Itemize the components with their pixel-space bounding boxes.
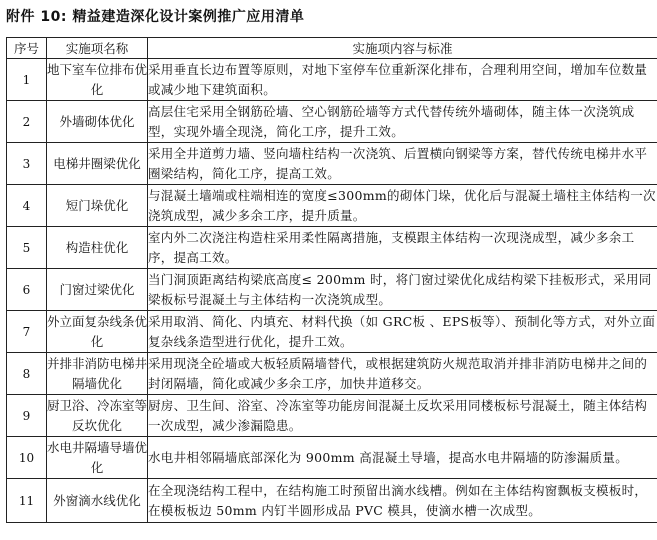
row-item-description: 与混凝土墙端或柱端相连的宽度≤300mm的砌体门垛，优化后与混凝土墙柱主体结构一次浇筑成型，减少多余工序，提升质量。 <box>148 185 657 227</box>
header-serial-number: 序号 <box>7 38 47 59</box>
row-number: 10 <box>7 437 47 479</box>
row-number: 1 <box>7 59 47 101</box>
row-item-name: 并排非消防电梯井隔墙优化 <box>47 353 148 395</box>
row-number: 2 <box>7 101 47 143</box>
row-item-name: 电梯井圈梁优化 <box>47 143 148 185</box>
row-number: 4 <box>7 185 47 227</box>
row-item-name: 地下室车位排布优化 <box>47 59 148 101</box>
row-number: 3 <box>7 143 47 185</box>
table-row <box>7 311 657 353</box>
promotion-list-table <box>6 37 657 523</box>
row-item-name: 外墙砌体优化 <box>47 101 148 143</box>
table-row <box>7 101 657 143</box>
row-item-name: 门窗过梁优化 <box>47 269 148 311</box>
row-number: 11 <box>7 479 47 523</box>
row-item-description: 水电井相邻隔墙底部深化为 900mm 高混凝土导墙，提高水电井隔墙的防渗漏质量。 <box>148 437 657 479</box>
row-item-description: 当门洞顶距离结构梁底高度≤ 200mm 时，将门窗过梁优化成结构梁下挂板形式，采用同梁板标号混凝土与主体结构一次浇筑成型。 <box>148 269 657 311</box>
row-item-name: 外窗滴水线优化 <box>47 479 148 523</box>
row-item-name: 短门垛优化 <box>47 185 148 227</box>
row-item-description: 高层住宅采用全钢筋砼墙、空心钢筋砼墙等方式代替传统外墙砌体，随主体一次浇筑成型，实现外墙全现浇，简化工序，提升工效。 <box>148 101 657 143</box>
row-item-name: 外立面复杂线条优化 <box>47 311 148 353</box>
header-item-content: 实施项内容与标准 <box>148 38 657 59</box>
row-item-name: 构造柱优化 <box>47 227 148 269</box>
row-item-description: 采用取消、简化、内填充、材料代换（如 GRC板 、EPS板等）、预制化等方式，对外立面复杂线条造型进行优化，提升工效。 <box>148 311 657 353</box>
row-item-description: 采用现浇全砼墙或大板轻质隔墙替代，或根据建筑防火规范取消并排非消防电梯井之间的封闭隔墙，简化或减少多余工序，加快井道移交。 <box>148 353 657 395</box>
table-row <box>7 395 657 437</box>
row-number: 9 <box>7 395 47 437</box>
row-item-name: 厨卫浴、冷冻室等反坎优化 <box>47 395 148 437</box>
table-row <box>7 353 657 395</box>
page-title: 附件 10: 精益建造深化设计案例推广应用清单 <box>6 9 305 25</box>
row-item-description: 厨房、卫生间、浴室、冷冻室等功能房间混凝土反坎采用同楼板标号混凝土，随主体结构一次成型，减少渗漏隐患。 <box>148 395 657 437</box>
row-number: 5 <box>7 227 47 269</box>
row-number: 7 <box>7 311 47 353</box>
table-row <box>7 437 657 479</box>
header-item-name: 实施项名称 <box>47 38 148 59</box>
table-row <box>7 143 657 185</box>
row-item-name: 水电井隔墙导墙优化 <box>47 437 148 479</box>
row-item-description: 在全现浇结构工程中，在结构施工时预留出滴水线槽。例如在主体结构窗飘板支模板时，在模板板边 50mm 内钉半圆形成品 PVC 模具，使滴水槽一次成型。 <box>148 479 657 523</box>
row-item-description: 采用全井道剪力墙、竖向墙柱结构一次浇筑、后置横向钢梁等方案，替代传统电梯井水平圈梁结构，简化工序，提高工效。 <box>148 143 657 185</box>
table-row <box>7 185 657 227</box>
row-number: 6 <box>7 269 47 311</box>
table-row <box>7 479 657 523</box>
row-item-description: 室内外二次浇注构造柱采用柔性隔离措施，支模跟主体结构一次现浇成型，减少多余工序，提高工效。 <box>148 227 657 269</box>
table-header-row <box>7 38 657 59</box>
table-row <box>7 59 657 101</box>
table-row <box>7 269 657 311</box>
row-number: 8 <box>7 353 47 395</box>
row-item-description: 采用垂直长边布置等原则，对地下室停车位重新深化排布，合理利用空间，增加车位数量或减少地下建筑面积。 <box>148 59 657 101</box>
table-row <box>7 227 657 269</box>
